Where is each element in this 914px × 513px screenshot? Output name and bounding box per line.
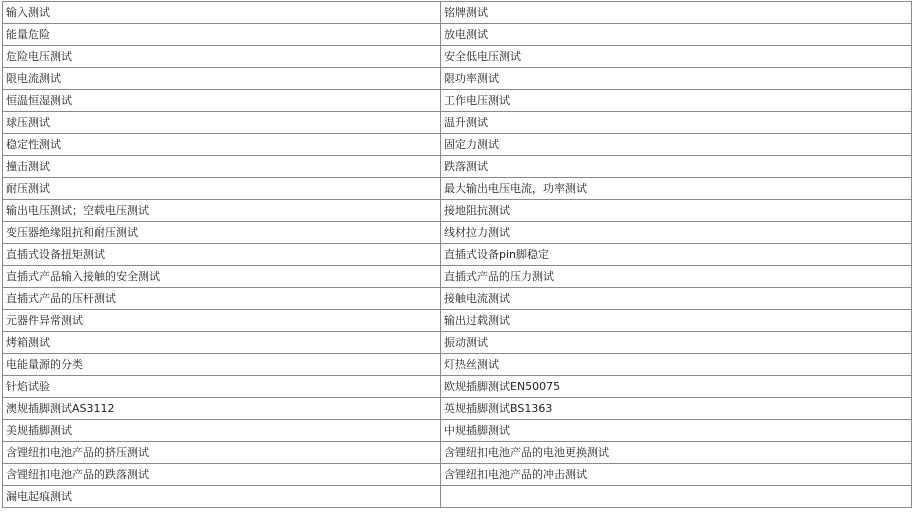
table-row bbox=[3, 398, 912, 420]
table-cell-left: 元器件异常测试 bbox=[3, 310, 441, 332]
table-cell-left: 撞击测试 bbox=[3, 156, 441, 178]
table-cell-left: 含锂纽扣电池产品的挤压测试 bbox=[3, 442, 441, 464]
table-row bbox=[3, 24, 912, 46]
table-row bbox=[3, 244, 912, 266]
table-cell-left: 直插式产品的压杆测试 bbox=[3, 288, 441, 310]
table-cell-left: 稳定性测试 bbox=[3, 134, 441, 156]
table-row bbox=[3, 464, 912, 486]
table-cell-left: 美规插脚测试 bbox=[3, 420, 441, 442]
table-body bbox=[3, 2, 912, 508]
table-cell-right: 限功率测试 bbox=[441, 68, 912, 90]
table-cell-right: 跌落测试 bbox=[441, 156, 912, 178]
table-cell-right: 固定力测试 bbox=[441, 134, 912, 156]
table-row bbox=[3, 200, 912, 222]
table-row bbox=[3, 332, 912, 354]
table-cell-right: 最大输出电压电流，功率测试 bbox=[441, 178, 912, 200]
table-row bbox=[3, 2, 912, 24]
table-cell-right: 放电测试 bbox=[441, 24, 912, 46]
table-cell-left: 耐压测试 bbox=[3, 178, 441, 200]
table-row bbox=[3, 288, 912, 310]
table-cell-right: 英规插脚测试BS1363 bbox=[441, 398, 912, 420]
table-row bbox=[3, 46, 912, 68]
table-row bbox=[3, 442, 912, 464]
table-cell-right: 含锂纽扣电池产品的冲击测试 bbox=[441, 464, 912, 486]
table-cell-left: 球压测试 bbox=[3, 112, 441, 134]
table-cell-right: 接地阻抗测试 bbox=[441, 200, 912, 222]
table-cell-right: 安全低电压测试 bbox=[441, 46, 912, 68]
table-cell-right: 振动测试 bbox=[441, 332, 912, 354]
table-cell-right bbox=[441, 486, 912, 508]
table-cell-right: 欧规插脚测试EN50075 bbox=[441, 376, 912, 398]
table-row bbox=[3, 68, 912, 90]
table-cell-left: 输入测试 bbox=[3, 2, 441, 24]
table-cell-right: 中规插脚测试 bbox=[441, 420, 912, 442]
table-row bbox=[3, 134, 912, 156]
table-cell-right: 直插式设备pin脚稳定 bbox=[441, 244, 912, 266]
table-cell-right: 直插式产品的压力测试 bbox=[441, 266, 912, 288]
test-items-table bbox=[2, 1, 912, 508]
table-row bbox=[3, 420, 912, 442]
table-row bbox=[3, 310, 912, 332]
table-row bbox=[3, 178, 912, 200]
table-cell-left: 直插式产品输入接触的安全测试 bbox=[3, 266, 441, 288]
table-row bbox=[3, 376, 912, 398]
table-cell-left: 直插式设备扭矩测试 bbox=[3, 244, 441, 266]
table-cell-left: 电能量源的分类 bbox=[3, 354, 441, 376]
table-cell-left: 变压器绝缘阻抗和耐压测试 bbox=[3, 222, 441, 244]
table-row bbox=[3, 90, 912, 112]
table-cell-left: 含锂纽扣电池产品的跌落测试 bbox=[3, 464, 441, 486]
table-cell-right: 接触电流测试 bbox=[441, 288, 912, 310]
table-row bbox=[3, 266, 912, 288]
table-cell-right: 线材拉力测试 bbox=[441, 222, 912, 244]
table-cell-left: 烤箱测试 bbox=[3, 332, 441, 354]
table-row bbox=[3, 222, 912, 244]
table-cell-right: 灯热丝测试 bbox=[441, 354, 912, 376]
table-cell-left: 针焰试验 bbox=[3, 376, 441, 398]
table-cell-left: 恒温恒湿测试 bbox=[3, 90, 441, 112]
table-cell-right: 温升测试 bbox=[441, 112, 912, 134]
table-row bbox=[3, 156, 912, 178]
table-cell-left: 输出电压测试；空载电压测试 bbox=[3, 200, 441, 222]
table-cell-right: 含锂纽扣电池产品的电池更换测试 bbox=[441, 442, 912, 464]
table-cell-left: 能量危险 bbox=[3, 24, 441, 46]
table-cell-right: 工作电压测试 bbox=[441, 90, 912, 112]
test-items-sheet bbox=[2, 1, 911, 508]
table-cell-left: 限电流测试 bbox=[3, 68, 441, 90]
table-row bbox=[3, 112, 912, 134]
table-cell-left: 澳规插脚测试AS3112 bbox=[3, 398, 441, 420]
table-cell-right: 输出过载测试 bbox=[441, 310, 912, 332]
table-cell-left: 危险电压测试 bbox=[3, 46, 441, 68]
table-cell-right: 铭牌测试 bbox=[441, 2, 912, 24]
table-row bbox=[3, 354, 912, 376]
table-cell-left: 漏电起痕测试 bbox=[3, 486, 441, 508]
table-row bbox=[3, 486, 912, 508]
